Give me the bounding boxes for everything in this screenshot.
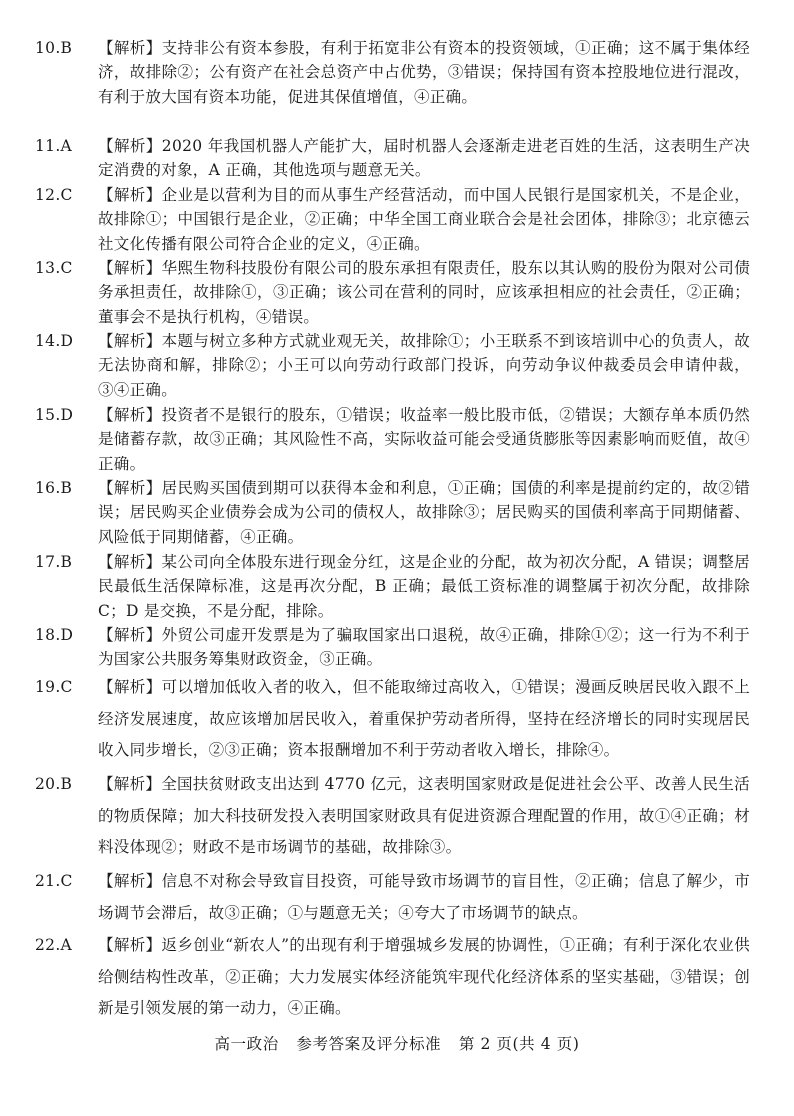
question-number: 12.C [35,186,73,204]
question-number: 22.A [35,936,73,954]
answer-item-20 [35,769,750,864]
answer-explanation: 【解析】华熙生物科技股份有限公司的股东承担有限责任，股东以其认购的股份为限对公司债务承担责任，故排除①，③正确；该公司在营利的同时，应该承担相应的社会责任，②正确；董事会不是执行机构，④错误。 [98,259,750,326]
question-number: 20.B [35,775,73,793]
answer-explanation: 【解析】某公司向全体股东进行现金分红，这是企业的分配，故为初次分配，A 错误；调整居民最低生活保障标准，这是再次分配，B 正确；最低工资标准的调整属于初次分配，故排除 C；D 是交换，不是分配，排除。 [98,553,750,620]
question-number: 15.D [35,406,74,424]
answer-item-12 [35,183,750,256]
answer-item-21 [35,866,750,929]
question-number: 14.D [35,332,74,350]
question-number: 19.C [35,678,73,696]
answer-item-19 [35,672,750,767]
answer-item-16 [35,476,750,549]
question-number: 17.B [35,553,73,571]
answer-item-18 [35,623,750,672]
question-number: 21.C [35,872,73,890]
answer-explanation: 【解析】投资者不是银行的股东，①错误；收益率一般比股市低，②错误；大额存单本质仍然是储蓄存款，故③正确；其风险性不高，实际收益可能会受通货膨胀等因素影响而贬值，故④正确。 [98,406,750,473]
answer-explanation: 【解析】企业是以营利为目的而从事生产经营活动，而中国人民银行是国家机关，不是企业，故排除①；中国银行是企业，②正确；中华全国工商业联合会是社会团体，排除③；北京德云社文化传播有限公司符合企业的定义，④正确。 [98,186,750,253]
answer-explanation: 【解析】可以增加低收入者的收入，但不能取缔过高收入，①错误；漫画反映居民收入跟不上经济发展速度，故应该增加居民收入，着重保护劳动者所得，坚持在经济增长的同时实现居民收入同步增长，②③正确；资本报酬增加不利于劳动者收入增长，排除④。 [98,678,750,759]
question-number: 16.B [35,479,73,497]
answer-explanation: 【解析】全国扶贫财政支出达到 4770 亿元，这表明国家财政是促进社会公平、改善人民生活的物质保障；加大科技研发投入表明国家财政具有促进资源合理配置的作用，故①④正确；材料没体现②；财政不是市场调节的基础，故排除③。 [98,775,750,856]
page-footer [0,1032,794,1054]
footer-page-number: 第 2 页(共 4 页) [458,1035,580,1053]
answer-explanation: 【解析】支持非公有资本参股，有利于拓宽非公有资本的投资领域，①正确；这不属于集体经济，故排除②；公有资产在社会总资产中占优势，③错误；保持国有资本控股地位进行混改，有利于放大国有资本功能，促进其保值增值，④正确。 [98,39,750,106]
answer-item-10 [35,36,750,109]
answer-item-22 [35,930,750,1025]
answer-item-13 [35,256,750,329]
answer-explanation: 【解析】信息不对称会导致盲目投资，可能导致市场调节的盲目性，②正确；信息了解少，市场调节会滞后，故③正确；①与题意无关；④夸大了市场调节的缺点。 [98,872,750,922]
question-number: 13.C [35,259,73,277]
question-number: 10.B [35,39,73,57]
answer-explanation: 【解析】外贸公司虚开发票是为了骗取国家出口退税，故④正确，排除①②；这一行为不利于为国家公共服务筹集财政资金，③正确。 [98,626,750,669]
question-number: 11.A [35,137,73,155]
question-number: 18.D [35,626,74,644]
answer-item-17 [35,550,750,623]
footer-course: 高一政治 [214,1035,279,1053]
answer-item-14 [35,329,750,402]
answer-explanation: 【解析】居民购买国债到期可以获得本金和利息，①正确；国债的利率是提前约定的，故②错误；居民购买企业债券会成为公司的债权人，故排除③；居民购买的国债利率高于同期储蓄、风险低于同期储蓄，④正确。 [98,479,750,546]
footer-title: 参考答案及评分标准 [296,1035,442,1053]
answer-item-15 [35,403,750,476]
answer-item-11 [35,134,750,183]
answer-explanation: 【解析】返乡创业“新农人”的出现有利于增强城乡发展的协调性，①正确；有利于深化农业供给侧结构性改革，②正确；大力发展实体经济能筑牢现代化经济体系的坚实基础，③错误；创新是引领发展的第一动力，④正确。 [98,936,750,1017]
answer-explanation: 【解析】本题与树立多种方式就业观无关，故排除①；小王联系不到该培训中心的负责人，故无法协商和解，排除②；小王可以向劳动行政部门投诉，向劳动争议仲裁委员会申请仲裁，③④正确。 [98,332,750,399]
answer-explanation: 【解析】2020 年我国机器人产能扩大，届时机器人会逐渐走进老百姓的生活，这表明生产决定消费的对象，A 正确，其他选项与题意无关。 [98,137,750,180]
